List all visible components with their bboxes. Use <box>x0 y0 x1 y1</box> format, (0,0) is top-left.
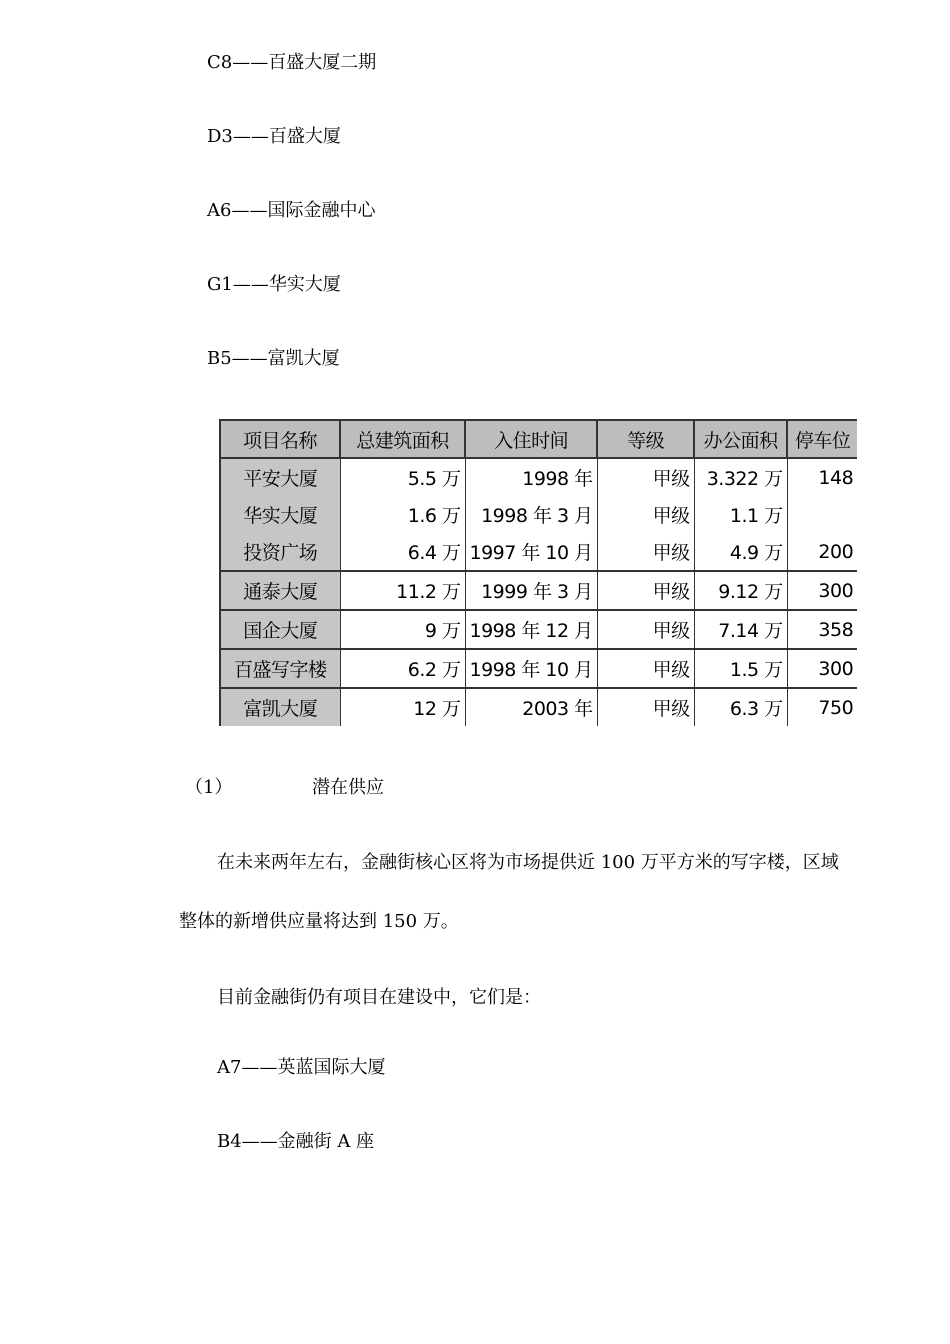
table-cell: 9 万 <box>340 610 465 649</box>
table-cell: 1998 年 3 月 <box>465 496 597 533</box>
table-cell: 6.4 万 <box>340 533 465 571</box>
table-cell: 甲级 <box>597 571 694 610</box>
table-cell: 甲级 <box>597 533 694 571</box>
header-cell: 等级 <box>597 420 694 458</box>
table-cell: 1998 年 <box>465 458 597 496</box>
table-cell: 9.12 万 <box>694 571 787 610</box>
table-row <box>220 458 857 496</box>
table-cell: 4.9 万 <box>694 533 787 571</box>
table-cell: 通泰大厦 <box>220 571 340 610</box>
table-cell: 甲级 <box>597 688 694 726</box>
project-line-b4: B4——金融街 A 座 <box>217 1131 375 1152</box>
header-cell: 项目名称 <box>220 420 340 458</box>
table-cell: 甲级 <box>597 458 694 496</box>
paragraph-supply-line2: 整体的新增供应量将达到 150 万。 <box>179 911 459 932</box>
table-cell: 1999 年 3 月 <box>465 571 597 610</box>
section-title: 潜在供应 <box>312 777 384 798</box>
table-cell: 1997 年 10 月 <box>465 533 597 571</box>
table-cell: 300 <box>787 649 857 688</box>
table-row <box>220 533 857 571</box>
table-cell: 1998 年 10 月 <box>465 649 597 688</box>
table-cell: 7.14 万 <box>694 610 787 649</box>
table-cell: 148 <box>787 458 857 496</box>
table-cell: 国企大厦 <box>220 610 340 649</box>
table-cell: 华实大厦 <box>220 496 340 533</box>
table-cell: 358 <box>787 610 857 649</box>
table-row <box>220 571 857 610</box>
table-cell: 1.1 万 <box>694 496 787 533</box>
project-line-g1: G1——华实大厦 <box>207 274 341 295</box>
paragraph-under-construction: 目前金融街仍有项目在建设中，它们是： <box>217 987 541 1008</box>
table-cell: 11.2 万 <box>340 571 465 610</box>
header-cell: 入住时间 <box>465 420 597 458</box>
table-cell: 平安大厦 <box>220 458 340 496</box>
table-cell: 12 万 <box>340 688 465 726</box>
table-cell: 3.322 万 <box>694 458 787 496</box>
table-cell: 百盛写字楼 <box>220 649 340 688</box>
table-cell: 1.5 万 <box>694 649 787 688</box>
paragraph-supply-line1: 在未来两年左右，金融街核心区将为市场提供近 100 万平方米的写字楼，区域 <box>217 852 839 873</box>
table-cell: 甲级 <box>597 496 694 533</box>
table-cell: 2003 年 <box>465 688 597 726</box>
table-cell: 1998 年 12 月 <box>465 610 597 649</box>
project-line-a6: A6——国际金融中心 <box>207 200 376 221</box>
table-cell: 富凯大厦 <box>220 688 340 726</box>
table-cell <box>787 496 857 533</box>
table-row <box>220 649 857 688</box>
table-cell: 6.2 万 <box>340 649 465 688</box>
section-number: （1） <box>185 777 233 798</box>
header-cell: 停车位 <box>787 420 857 458</box>
header-cell: 办公面积 <box>694 420 787 458</box>
project-line-a7: A7——英蓝国际大厦 <box>217 1057 386 1078</box>
table-row <box>220 610 857 649</box>
table-cell: 5.5 万 <box>340 458 465 496</box>
table-row <box>220 496 857 533</box>
table-row <box>220 688 857 726</box>
table-cell: 6.3 万 <box>694 688 787 726</box>
table-header-row <box>220 420 857 458</box>
office-buildings-table <box>219 419 857 726</box>
project-line-c8: C8——百盛大厦二期 <box>207 52 377 73</box>
table-cell: 投资广场 <box>220 533 340 571</box>
header-cell: 总建筑面积 <box>340 420 465 458</box>
table-cell: 甲级 <box>597 649 694 688</box>
project-line-d3: D3——百盛大厦 <box>207 126 341 147</box>
table-cell: 甲级 <box>597 610 694 649</box>
table-cell: 1.6 万 <box>340 496 465 533</box>
table-cell: 200 <box>787 533 857 571</box>
table-cell: 750 <box>787 688 857 726</box>
table-cell: 300 <box>787 571 857 610</box>
project-line-b5: B5——富凯大厦 <box>207 348 340 369</box>
